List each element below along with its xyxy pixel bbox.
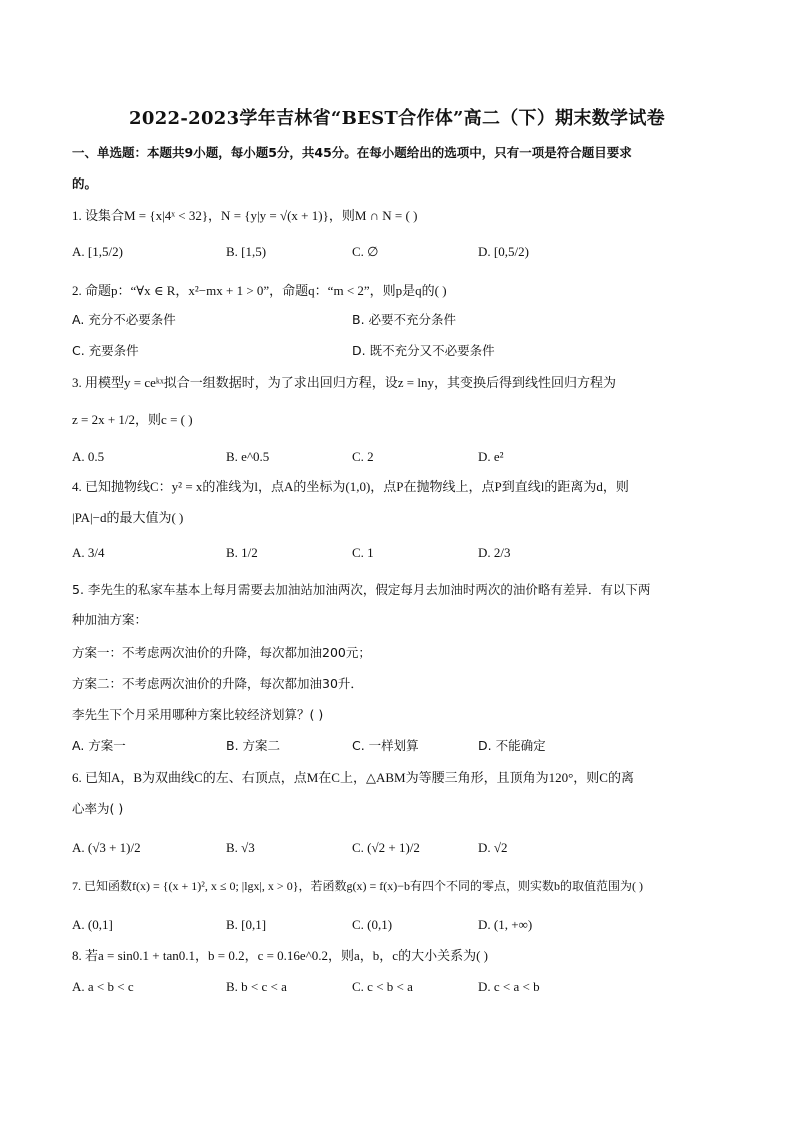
question-6-option-d: D. √2 <box>478 840 508 855</box>
question-4-option-d: D. 2/3 <box>478 545 511 560</box>
section-header-line-1: 一、单选题：本题共9小题，每小题5分，共45分。在每小题给出的选项中，只有一项是符合题目要求 <box>72 145 632 160</box>
question-5-plan-2: 方案二：不考虑两次油价的升降，每次都加油30升． <box>72 676 363 691</box>
question-2-option-b: B. 必要不充分条件 <box>352 312 457 327</box>
question-6-option-b: B. √3 <box>226 840 255 855</box>
question-6-stem-line-2: 心率为( ) <box>72 801 124 816</box>
question-7-stem: 7. 已知函数f(x) = {(x + 1)², x ≤ 0; |lgx|, x > 0}，若函数g(x) = f(x)−b有四个不同的零点，则实数b的取值范围为( ) <box>72 879 643 893</box>
question-8-option-c: C. c < b < a <box>352 979 413 994</box>
question-3-option-a: A. 0.5 <box>72 449 105 464</box>
question-3-option-b: B. e^0.5 <box>226 449 270 464</box>
question-6-stem-line-1: 6. 已知A，B为双曲线C的左、右顶点，点M在C上，△ABM为等腰三角形，且顶角为120°，则C的离 <box>72 770 634 785</box>
question-8-option-b: B. b < c < a <box>226 979 287 994</box>
exam-title: 2022-2023学年吉林省“BEST合作体”高二（下）期末数学试卷 <box>129 108 665 129</box>
question-1-option-d: D. [0,5/2) <box>478 244 529 259</box>
question-1-option-a: A. [1,5/2) <box>72 244 123 259</box>
question-2-option-a: A. 充分不必要条件 <box>72 312 176 327</box>
question-8-option-a: A. a < b < c <box>72 979 134 994</box>
question-5-stem-line-1: 5. 李先生的私家车基本上每月需要去加油站加油两次，假定每月去加油时两次的油价略有差异．有以下两 <box>72 582 651 597</box>
question-8-stem: 8. 若a = sin0.1 + tan0.1，b = 0.2，c = 0.16e^0.2，则a，b，c的大小关系为( ) <box>72 948 488 963</box>
question-5-option-d: D. 不能确定 <box>478 738 546 753</box>
question-2-option-c: C. 充要条件 <box>72 343 139 358</box>
question-3-option-d: D. e² <box>478 449 504 464</box>
question-6-option-a: A. (√3 + 1)/2 <box>72 840 141 855</box>
question-1-stem: 1. 设集合M = {x|4ˣ < 32}，N = {y|y = √(x + 1)}，则M ∩ N = ( ) <box>72 208 418 223</box>
question-5-stem-line-2: 种加油方案： <box>72 612 148 627</box>
question-2-option-d: D. 既不充分又不必要条件 <box>352 343 495 358</box>
question-1-option-b: B. [1,5) <box>226 244 267 259</box>
question-5-option-c: C. 一样划算 <box>352 738 419 753</box>
question-5-ask: 李先生下个月采用哪种方案比较经济划算？( ) <box>72 707 324 722</box>
question-7-option-a: A. (0,1] <box>72 917 113 932</box>
question-4-stem-line-2: |PA|−d的最大值为( ) <box>72 510 184 525</box>
section-header-line-2: 的。 <box>72 176 98 191</box>
question-1-option-c: C. ∅ <box>352 244 379 259</box>
question-7-option-b: B. [0,1] <box>226 917 267 932</box>
question-7-option-c: C. (0,1) <box>352 917 393 932</box>
question-8-option-d: D. c < a < b <box>478 979 540 994</box>
question-5-option-b: B. 方案二 <box>226 738 281 753</box>
question-3-stem-line-1: 3. 用模型y = ceᵏˣ拟合一组数据时，为了求出回归方程，设z = lny，其变换后得到线性回归方程为 <box>72 375 616 390</box>
question-6-option-c: C. (√2 + 1)/2 <box>352 840 420 855</box>
question-2-stem: 2. 命题p：“∀x ∈ R，x²−mx + 1 > 0”，命题q：“m < 2”，则p是q的( ) <box>72 283 447 298</box>
question-4-option-c: C. 1 <box>352 545 374 560</box>
question-4-option-b: B. 1/2 <box>226 545 258 560</box>
question-7-option-d: D. (1, +∞) <box>478 917 533 932</box>
question-3-option-c: C. 2 <box>352 449 374 464</box>
question-5-plan-1: 方案一：不考虑两次油价的升降，每次都加油200元； <box>72 645 371 660</box>
question-5-option-a: A. 方案一 <box>72 738 126 753</box>
question-4-option-a: A. 3/4 <box>72 545 105 560</box>
question-3-stem-line-2: z = 2x + 1/2，则c = ( ) <box>72 412 193 427</box>
question-4-stem-line-1: 4. 已知抛物线C：y² = x的准线为l，点A的坐标为(1,0)，点P在抛物线上，点P到直线l的距离为d，则 <box>72 479 629 494</box>
